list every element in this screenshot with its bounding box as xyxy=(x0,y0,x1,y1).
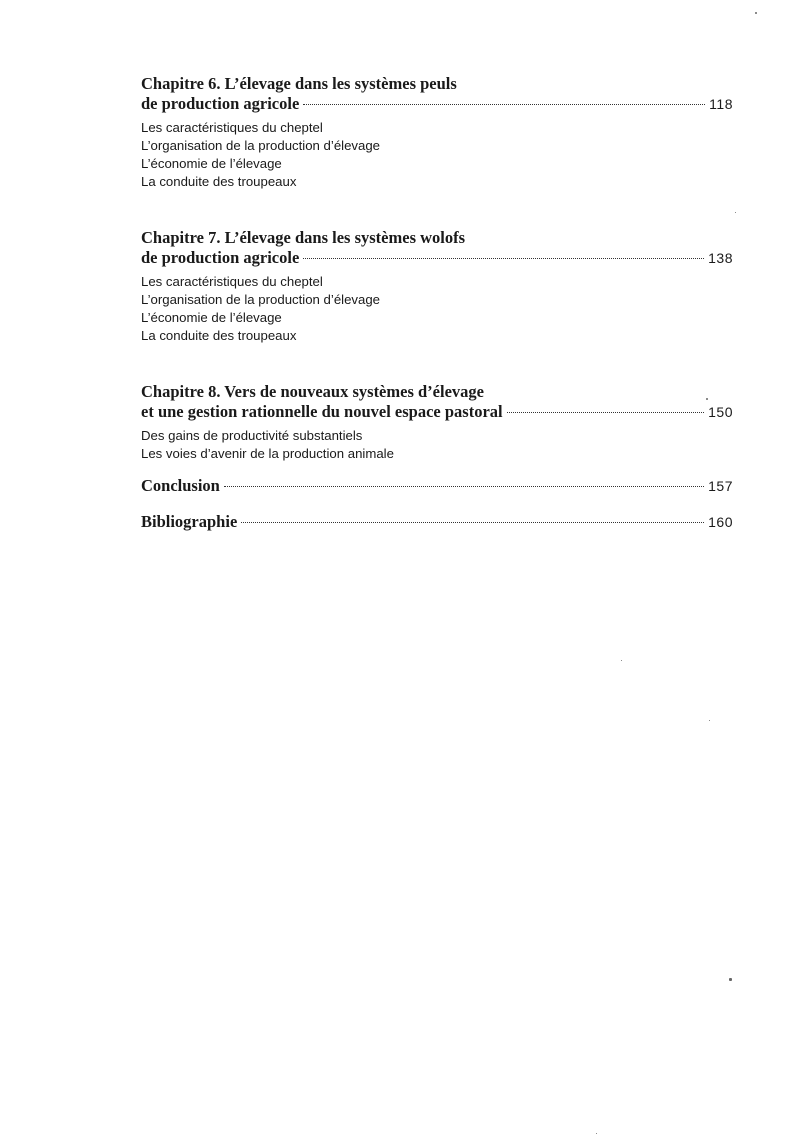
dot-leader xyxy=(507,411,705,413)
scan-speck xyxy=(596,1133,597,1134)
chapter-8-title-line1: Chapitre 8. Vers de nouveaux systèmes d’élevage xyxy=(141,382,484,401)
conclusion-leader xyxy=(141,476,733,496)
chapter-6-sections xyxy=(141,119,733,191)
chapter-8-title-line2: et une gestion rationnelle du nouvel espace pastoral xyxy=(141,402,503,421)
section-item: La conduite des troupeaux xyxy=(141,328,297,343)
toc-chapter-8[interactable] xyxy=(141,382,733,463)
section-item: Les caractéristiques du cheptel xyxy=(141,120,323,135)
chapter-7-leader xyxy=(141,248,733,268)
bibliography-label: Bibliographie xyxy=(141,512,238,531)
scan-speck xyxy=(621,660,622,661)
scan-speck xyxy=(709,720,710,721)
chapter-7-title-line1: Chapitre 7. L’élevage dans les systèmes wolofs xyxy=(141,228,466,247)
bibliography-leader xyxy=(141,512,733,532)
toc-chapter-6[interactable] xyxy=(141,74,733,191)
dot-leader xyxy=(241,521,704,523)
toc-chapter-7[interactable] xyxy=(141,228,733,345)
scan-speck xyxy=(755,12,757,14)
scan-speck xyxy=(706,398,708,400)
section-item: L’organisation de la production d’élevage xyxy=(141,138,381,153)
toc-bibliography[interactable] xyxy=(141,512,733,532)
chapter-6-page-number: 118 xyxy=(709,96,733,112)
chapter-7-title-line2: de production agricole xyxy=(141,248,300,267)
section-item: Les caractéristiques du cheptel xyxy=(141,274,323,289)
dot-leader xyxy=(303,257,704,259)
bibliography-page-number: 160 xyxy=(708,514,733,530)
conclusion-page-number: 157 xyxy=(708,478,733,494)
chapter-6-title-line2: de production agricole xyxy=(141,94,300,113)
section-item: L’économie de l’élevage xyxy=(141,156,282,171)
chapter-8-leader xyxy=(141,402,733,422)
toc-conclusion[interactable] xyxy=(141,476,733,496)
section-item: Les voies d’avenir de la production animale xyxy=(141,446,394,461)
section-item: L’économie de l’élevage xyxy=(141,310,282,325)
chapter-6-leader xyxy=(141,94,733,114)
chapter-7-page-number: 138 xyxy=(708,250,733,266)
scan-speck xyxy=(735,212,736,213)
dot-leader xyxy=(224,485,704,487)
dot-leader xyxy=(303,103,705,105)
section-item: Des gains de productivité substantiels xyxy=(141,428,363,443)
section-item: L’organisation de la production d’élevage xyxy=(141,292,381,307)
chapter-8-page-number: 150 xyxy=(708,404,733,420)
conclusion-label: Conclusion xyxy=(141,476,220,495)
scan-speck xyxy=(729,978,732,981)
section-item: La conduite des troupeaux xyxy=(141,174,297,189)
chapter-8-sections xyxy=(141,427,733,463)
chapter-6-title-line1: Chapitre 6. L’élevage dans les systèmes peuls xyxy=(141,74,457,93)
chapter-7-sections xyxy=(141,273,733,345)
